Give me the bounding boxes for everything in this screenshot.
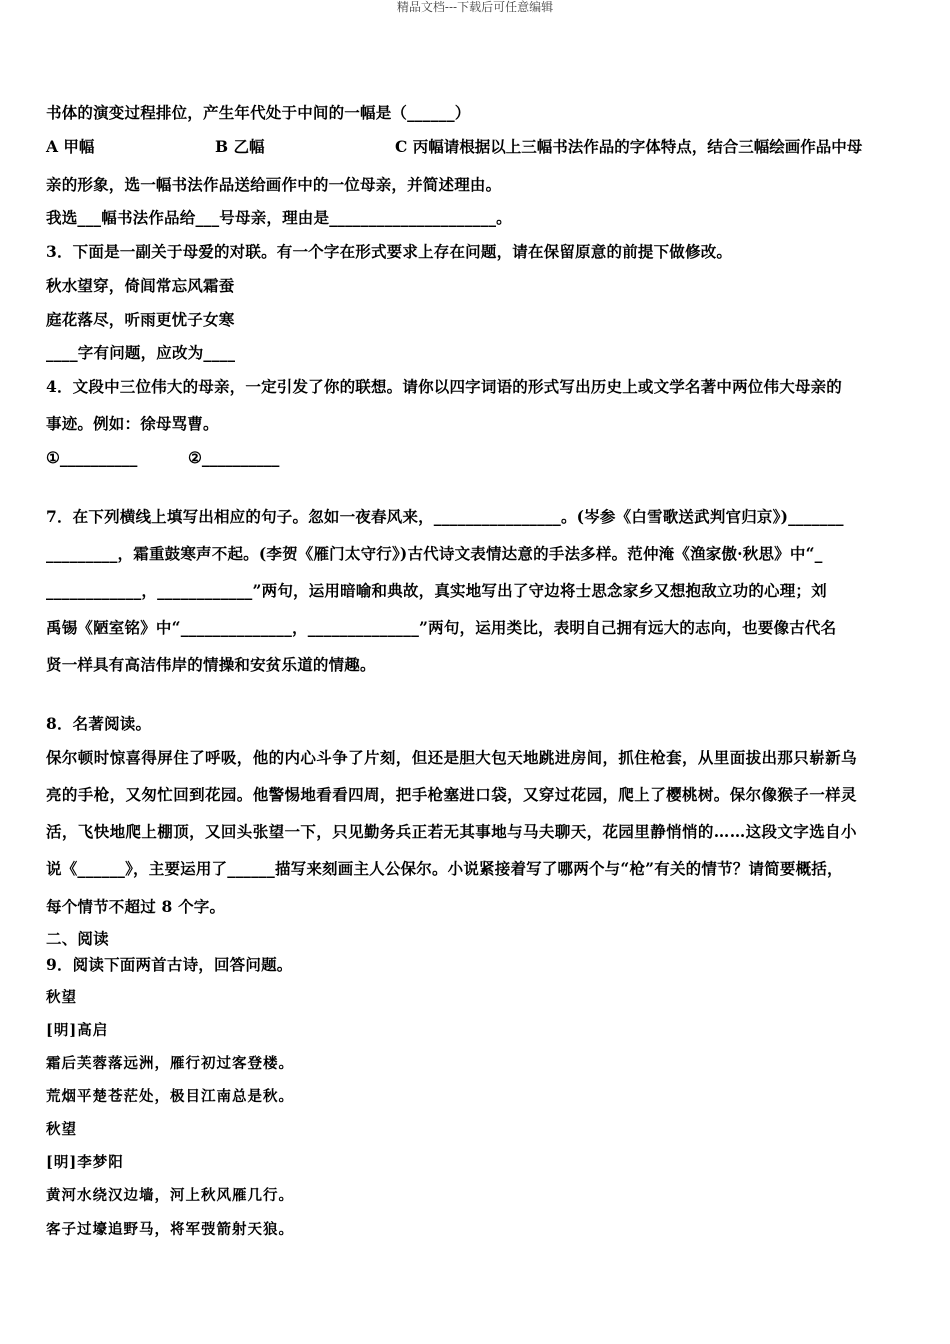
q8-line1: 保尔顿时惊喜得屏住了呼吸，他的内心斗争了片刻，但还是胆大包天地跳进房间，抓住枪套，从里面拔出那只崭新乌 [46, 748, 857, 767]
q7-line2: _________，霜重鼓寒声不起。(李贺《雁门太守行》)古代诗文表情达意的手法多样。范仲淹《渔家傲·秋思》中“_ [46, 544, 823, 563]
q8-line3: 活，飞快地爬上棚顶，又回头张望一下，只见勤务兵正若无其事地与马夫聊天，花园里静悄悄的……这段文字选自小 [46, 822, 857, 841]
q8-line4: 说《______》，主要运用了______描写来刻画主人公保尔。小说紧接着写了哪两个与“枪”有关的情节？请简要概括， [46, 859, 843, 878]
q2-line4: 我选___幅书法作品给___号母亲，理由是_____________________。 [46, 208, 512, 227]
poem2-line1: 黄河水绕汉边墙，河上秋风雁几行。 [46, 1187, 294, 1204]
option-c: C 丙幅请根据以上三幅书法作品的字体特点，结合三幅绘画作品中母 [395, 137, 863, 156]
page-header: 精品文档---下载后可任意编辑 [396, 0, 554, 14]
q8-title: 8．名著阅读。 [46, 714, 152, 733]
poem1-line2: 荒烟平楚苍茫处，极目江南总是秋。 [46, 1088, 294, 1105]
option-b: B 乙幅 [215, 137, 265, 156]
q3-couplet-line1: 秋水望穿，倚闾常忘风霜蚕 [46, 276, 235, 295]
poem2-line2: 客子过壕追野马，将军弢箭射天狼。 [46, 1221, 294, 1238]
section-heading: 二、阅读 [46, 929, 109, 948]
poem1-line1: 霜后芙蓉落远洲，雁行初过客登楼。 [46, 1055, 294, 1072]
q8-line5: 每个情节不超过 8 个字。 [46, 897, 226, 916]
q7-line5: 贤一样具有高洁伟岸的情操和安贫乐道的情趣。 [46, 655, 376, 674]
q4-prompt: 4．文段中三位伟大的母亲，一定引发了你的联想。请你以四字词语的形式写出历史上或文学名著中两位伟大母亲的 [46, 377, 842, 396]
q3-couplet-line2: 庭花落尽，听雨更忧子女寒 [46, 310, 235, 329]
q4-blank1: ①__________ [46, 448, 138, 467]
poem1-author: [明]高启 [46, 1022, 109, 1039]
q2-line1: 书体的演变过程排位，产生年代处于中间的一幅是（______） [46, 103, 471, 122]
option-a: A 甲幅 [46, 137, 95, 156]
poem1-title: 秋望 [46, 989, 77, 1006]
q7-line3: ____________，____________”两句，运用暗喻和典故，真实地写出了守边将士思念家乡又想抱敌立功的心理；刘 [46, 581, 827, 600]
poem2-title: 秋望 [46, 1121, 77, 1138]
q7-line1: 7．在下列横线上填写出相应的句子。忽如一夜春风来，________________。(岑参《白雪歌送武判官归京》)_______ [46, 507, 844, 526]
q4-blank2: ②__________ [188, 448, 280, 467]
poem2-author: [明]李梦阳 [46, 1154, 124, 1171]
q3-answer: ____字有问题，应改为____ [46, 343, 236, 362]
q3-prompt: 3．下面是一副关于母爱的对联。有一个字在形式要求上存在问题，请在保留原意的前提下做修改。 [46, 242, 733, 261]
q9-prompt: 9．阅读下面两首古诗，回答问题。 [46, 955, 293, 974]
q4-line2: 事迹。例如：徐母骂曹。 [46, 414, 219, 433]
q2-line3: 亲的形象，选一幅书法作品送给画作中的一位母亲，并简述理由。 [46, 175, 502, 194]
q7-line4: 禹锡《陋室铭》中“______________，______________”两句，运用类比，表明自己拥有远大的志向，也要像古代名 [46, 618, 837, 637]
q8-line2: 亮的手枪，又匆忙回到花园。他警惕地看看四周，把手枪塞进口袋，又穿过花园，爬上了樱桃树。保尔像猴子一样灵 [46, 785, 857, 804]
